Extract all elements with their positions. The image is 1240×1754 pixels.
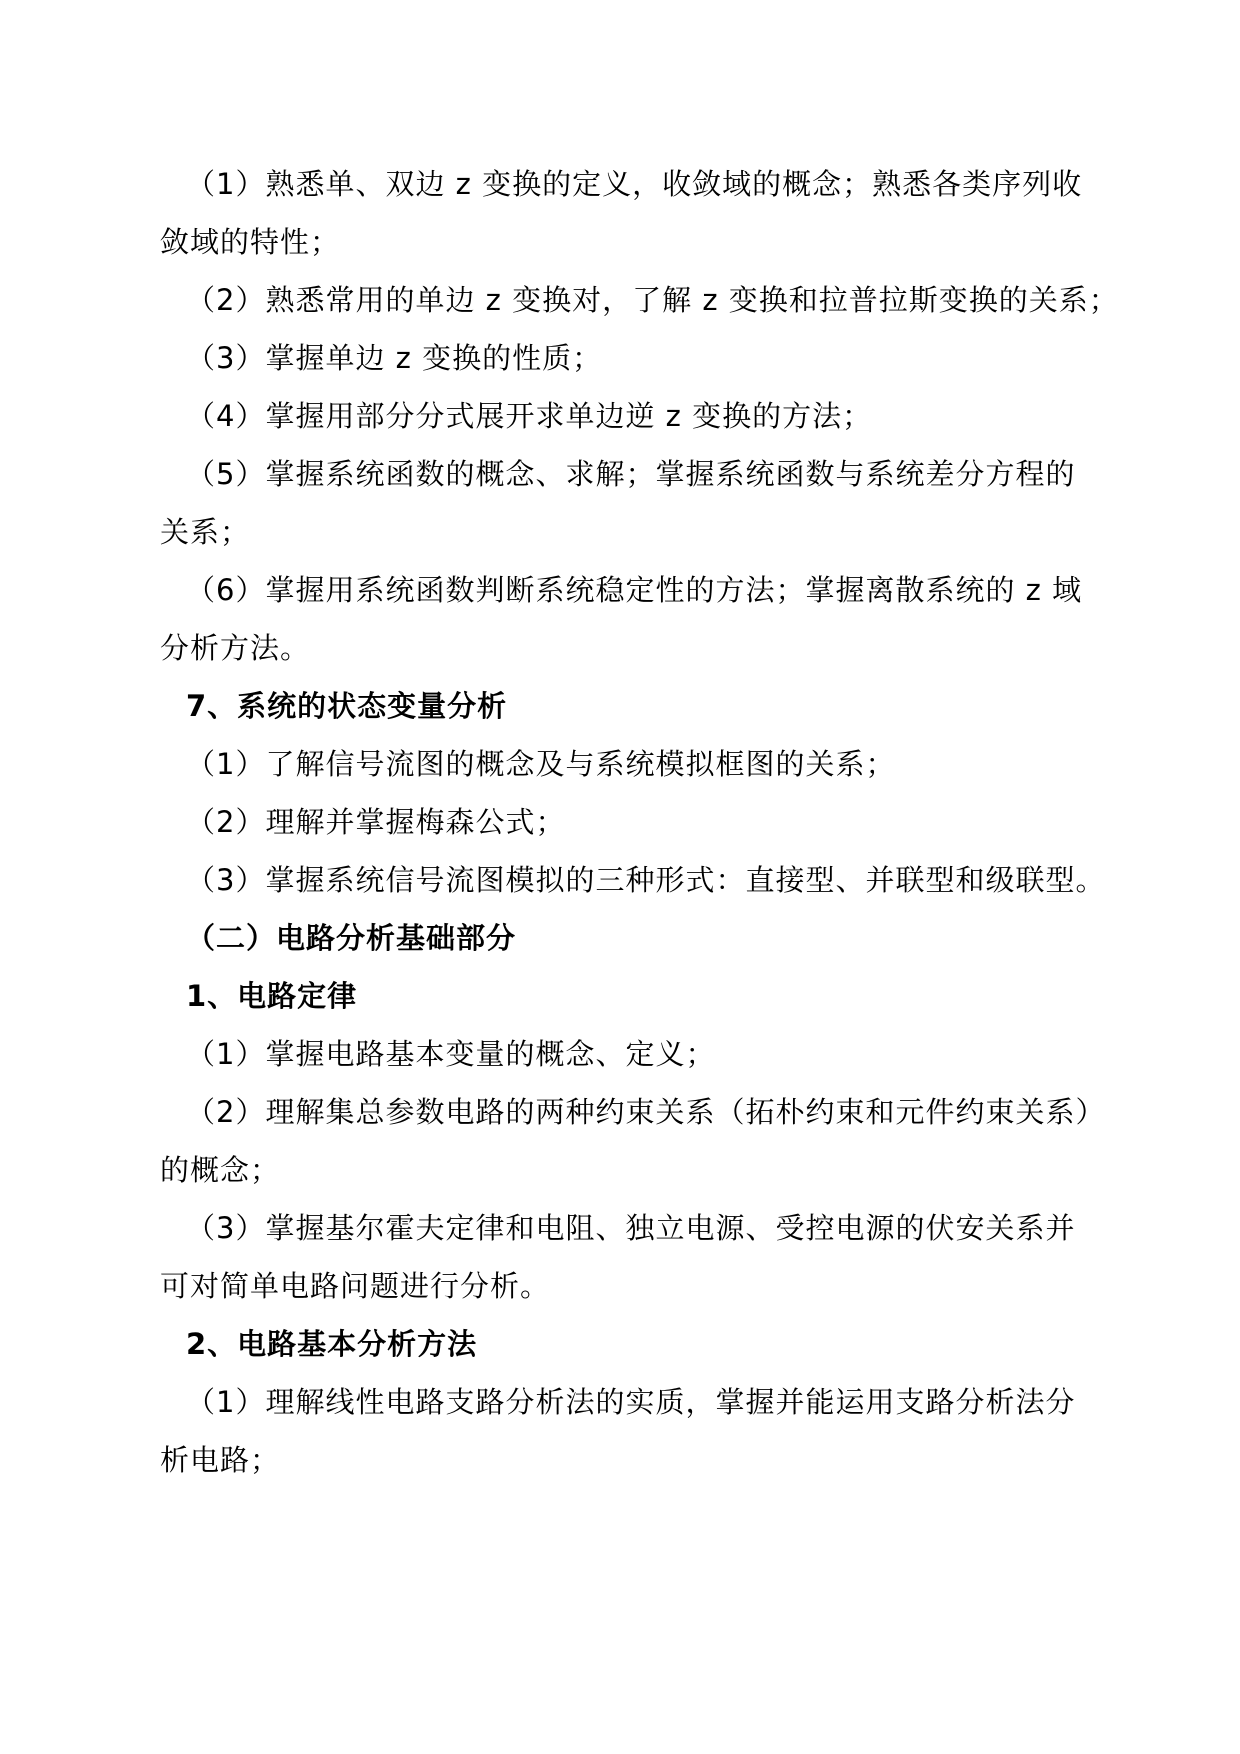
section-heading: 1、电路定律: [186, 979, 358, 1013]
item-line: （1）熟悉单、双边 z 变换的定义，收敛域的概念；熟悉各类序列收: [186, 167, 1083, 201]
item-line-cont: 敛域的特性；: [160, 225, 341, 259]
item-line: （5）掌握系统函数的概念、求解；掌握系统函数与系统差分方程的: [186, 457, 1076, 491]
item-line-cont: 分析方法。: [160, 631, 311, 665]
item-line: （1）掌握电路基本变量的概念、定义；: [186, 1037, 716, 1071]
item-line: （2）理解集总参数电路的两种约束关系（拓朴约束和元件约束关系）: [186, 1095, 1106, 1129]
item-line-cont: 可对简单电路问题进行分析。: [160, 1269, 551, 1303]
item-line: （3）掌握系统信号流图模拟的三种形式：直接型、并联型和级联型。: [186, 863, 1106, 897]
item-line-cont: 关系；: [160, 515, 251, 549]
item-line-cont: 的概念；: [160, 1153, 281, 1187]
item-line: （3）掌握单边 z 变换的性质；: [186, 341, 603, 375]
document-text-body: [160, 155, 1119, 1489]
item-line: （1）理解线性电路支路分析法的实质，掌握并能运用支路分析法分: [186, 1385, 1076, 1419]
item-line: （3）掌握基尔霍夫定律和电阻、独立电源、受控电源的伏安关系并: [186, 1211, 1076, 1245]
section-heading: 7、系统的状态变量分析: [186, 689, 508, 723]
item-line: （1）了解信号流图的概念及与系统模拟框图的关系；: [186, 747, 896, 781]
item-line: （6）掌握用系统函数判断系统稳定性的方法；掌握离散系统的 z 域: [186, 573, 1083, 607]
item-line: （2）熟悉常用的单边 z 变换对，了解 z 变换和拉普拉斯变换的关系；: [186, 283, 1119, 317]
section-heading: （二）电路分析基础部分: [186, 921, 517, 955]
item-line: （2）理解并掌握梅森公式；: [186, 805, 566, 839]
item-line: （4）掌握用部分分式展开求单边逆 z 变换的方法；: [186, 399, 873, 433]
section-heading: 2、电路基本分析方法: [186, 1327, 478, 1361]
item-line-cont: 析电路；: [160, 1443, 281, 1477]
